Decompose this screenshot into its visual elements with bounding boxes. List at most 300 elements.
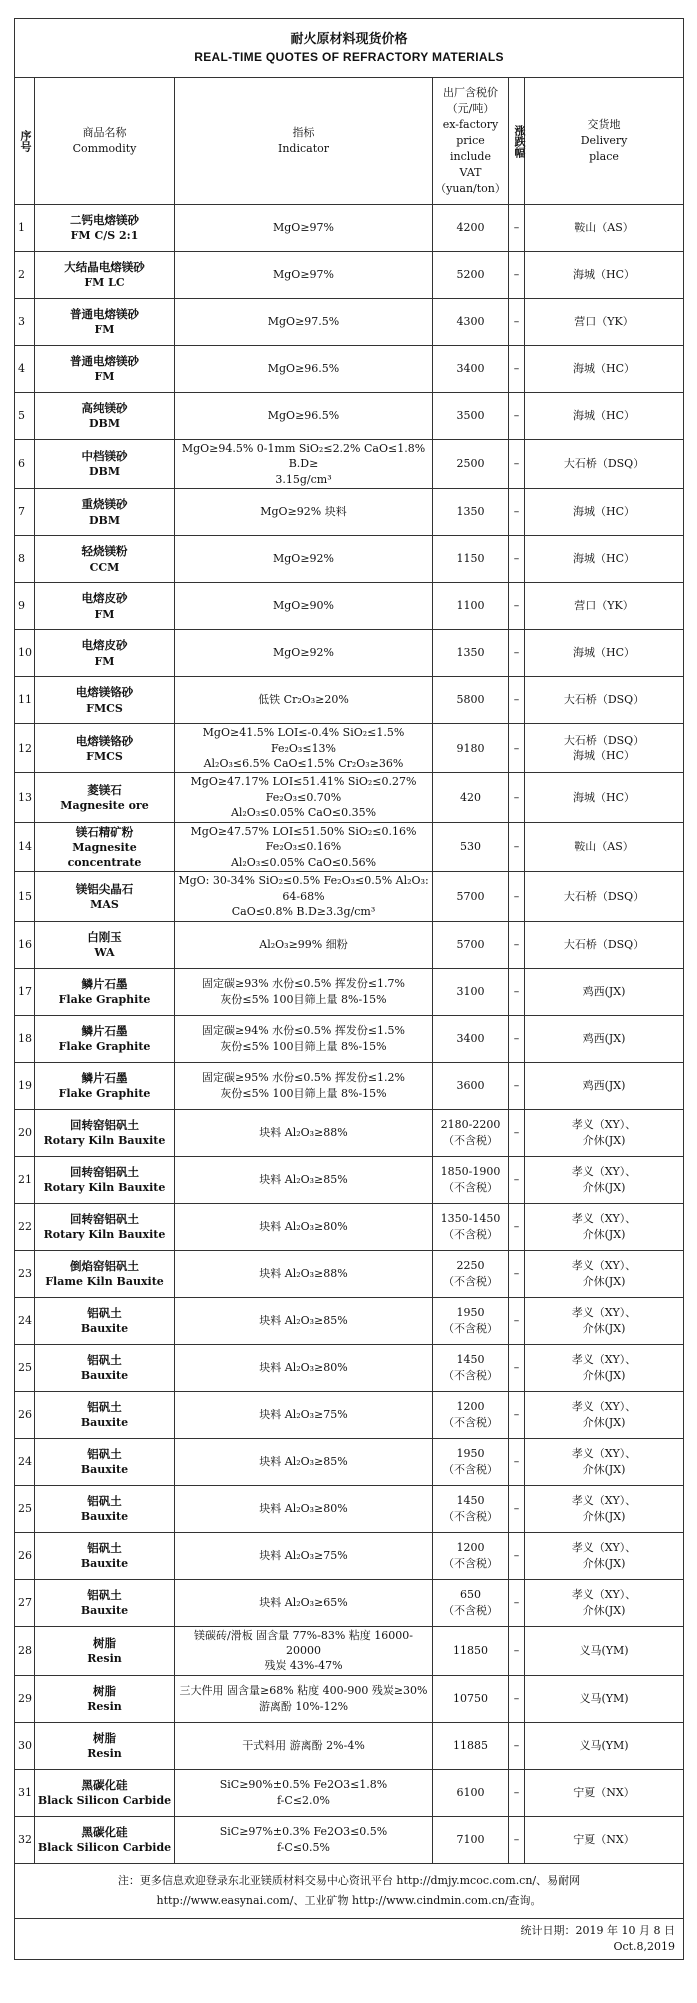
delivery-cell [525,822,684,872]
price-value: 1450 [456,1494,485,1508]
row-number: 18 [15,1015,35,1062]
commodity-name-en: Bauxite [80,1368,129,1382]
indicator-cell [175,1769,433,1816]
price-tax-note: （不含税） [443,1368,498,1382]
commodity-name-cn: 铝矾土 [87,1540,122,1555]
table-row [15,822,684,872]
price-value: 2180-2200 [440,1118,501,1132]
delivery-cell [525,346,684,393]
change-cell: – [509,393,525,440]
indicator-cell [175,1485,433,1532]
commodity-cell [35,773,175,822]
delivery-cell [525,489,684,536]
indicator-line-1: MgO≥47.17% LOI≤51.41% SiO₂≤0.27% Fe₂O₃≤0.70% [190,775,417,804]
price-value: 3400 [456,362,485,376]
commodity-cell [35,677,175,724]
commodity-name-cn: 铝矾土 [87,1352,122,1367]
commodity-name-en: Magnesite concentrate [67,840,142,869]
delivery-cell [525,1062,684,1109]
delivery-place-2: 介休(JX) [582,1133,626,1147]
price-tax-note: （不含税） [443,1556,498,1570]
table-row [15,1391,684,1438]
price-cell [433,872,509,921]
commodity-name-en: Rotary Kiln Bauxite [43,1227,166,1241]
commodity-name-en: Bauxite [80,1556,129,1570]
indicator-line-1: SiC≥97%±0.3% Fe2O3≤0.5% [219,1825,388,1839]
delivery-place-2: 介休(JX) [582,1180,626,1194]
row-number: 26 [15,1391,35,1438]
price-cell [433,299,509,346]
indicator-line-1: 干式料用 游离酚 2%-4% [242,1739,365,1753]
table-row [15,1626,684,1675]
commodity-name-cn: 普通电熔镁砂 [70,354,139,369]
change-cell: – [509,489,525,536]
indicator-cell [175,921,433,968]
price-value: 530 [460,840,481,854]
indicator-cell [175,630,433,677]
indicator-line-1: 镁碳砖/滑板 固含量 77%-83% 粘度 16000-20000 [193,1628,414,1657]
price-value: 5700 [456,937,485,951]
commodity-cell [35,536,175,583]
header-no: 序号 [15,78,35,205]
change-cell: – [509,299,525,346]
date-en: Oct.8,2019 [613,1939,676,1953]
price-cell [433,346,509,393]
commodity-name-cn: 菱镁石 [87,782,122,797]
commodity-name-cn: 铝矾土 [87,1493,122,1508]
delivery-place-1: 孝义（XY）、 [571,1306,637,1320]
row-number: 5 [15,393,35,440]
indicator-cell [175,724,433,773]
delivery-place-1: 海城（HC） [573,505,636,519]
commodity-name-en: Resin [87,1652,122,1665]
table-row [15,872,684,921]
change-cell: – [509,1062,525,1109]
price-cell [433,822,509,872]
commodity-cell [35,968,175,1015]
commodity-name-en: FM C/S 2:1 [70,229,139,243]
row-number: 12 [15,724,35,773]
table-row [15,1675,684,1722]
price-value: 5700 [456,889,485,903]
date-cn: 统计日期：2019 年 10 月 8 日 [520,1923,676,1937]
commodity-cell [35,822,175,872]
change-cell: – [509,1485,525,1532]
row-number: 27 [15,1579,35,1626]
price-cell [433,252,509,299]
delivery-place-1: 海城（HC） [573,362,636,376]
delivery-cell [525,724,684,773]
change-cell: – [509,1297,525,1344]
delivery-place-1: 海城（HC） [573,790,636,804]
delivery-place-2: 介休(JX) [582,1274,626,1288]
indicator-cell [175,872,433,921]
price-cell [433,205,509,252]
commodity-name-cn: 二钙电熔镁砂 [70,213,139,228]
delivery-place-1: 孝义（XY）、 [571,1118,637,1132]
price-cell [433,1250,509,1297]
change-cell: – [509,630,525,677]
delivery-place-1: 义马(YM) [579,1643,629,1657]
commodity-name-en: Bauxite [80,1321,129,1335]
indicator-line-2: 残炭 43%-47% [264,1659,343,1673]
indicator-line-2: Al₂O₃≤6.5% CaO≤1.5% Cr₂O₃≥36% [203,756,404,770]
delivery-place-1: 海城（HC） [573,552,636,566]
price-cell [433,773,509,822]
price-value: 1450 [456,1353,485,1367]
price-value: 3100 [456,984,485,998]
indicator-line-1: MgO≥92% [273,552,334,566]
table-row [15,205,684,252]
commodity-name-en: MAS [90,897,119,911]
change-cell: – [509,346,525,393]
commodity-name-cn: 重烧镁砂 [81,497,128,512]
delivery-place-2: 介休(JX) [582,1462,626,1476]
note-line-1: 注：更多信息欢迎登录东北亚镁质材料交易中心资讯平台 http://dmjy.mcoc.com.cn/、易耐网 [117,1873,581,1887]
commodity-name-en: FM [94,654,115,668]
commodity-cell [35,1816,175,1863]
row-number: 22 [15,1203,35,1250]
delivery-cell [525,1250,684,1297]
indicator-cell [175,1722,433,1769]
commodity-name-en: Bauxite [80,1415,129,1429]
price-cell [433,536,509,583]
indicator-cell [175,1109,433,1156]
delivery-cell [525,1532,684,1579]
indicator-line-1: 块料 Al₂O₃≥75% [259,1407,348,1421]
note-line-2: http://www.easynai.com/、工业矿物 http://www.cindmin.com.cn/查询。 [156,1893,542,1907]
delivery-place-2: 介休(JX) [582,1603,626,1617]
price-cell [433,1297,509,1344]
commodity-name-cn: 电熔皮砂 [81,591,128,606]
price-value: 5200 [456,268,485,282]
commodity-name-cn: 黑碳化硅 [81,1777,128,1792]
price-value: 1100 [456,599,485,613]
change-cell: – [509,677,525,724]
commodity-name-en: FM LC [84,276,125,290]
commodity-cell [35,1579,175,1626]
indicator-line-2: f-C≤2.0% [277,1793,330,1807]
indicator-line-2: 灰份≤5% 100目筛上量 8%-15% [220,1039,387,1053]
commodity-name-cn: 高纯镁砂 [81,401,128,416]
price-table [14,18,684,1960]
commodity-name-en: Flake Graphite [58,992,151,1006]
table-row [15,1250,684,1297]
table-row [15,299,684,346]
table-row [15,346,684,393]
indicator-line-1: MgO≥90% [273,599,334,613]
price-cell [433,1203,509,1250]
indicator-cell [175,1675,433,1722]
price-value: 4200 [456,221,485,235]
delivery-cell [525,1769,684,1816]
price-value: 11885 [453,1739,488,1753]
delivery-place-1: 鞍山（AS） [574,221,634,235]
commodity-name-en: CCM [89,560,120,574]
row-number: 20 [15,1109,35,1156]
row-number: 23 [15,1250,35,1297]
delivery-cell [525,872,684,921]
delivery-place-1: 营口（YK） [574,315,634,329]
change-cell: – [509,1391,525,1438]
indicator-cell [175,822,433,872]
commodity-name-cn: 轻烧镁粉 [81,544,128,559]
delivery-cell [525,630,684,677]
delivery-place-1: 鞍山（AS） [574,840,634,854]
commodity-cell [35,1438,175,1485]
delivery-place-1: 义马(YM) [579,1739,629,1753]
commodity-cell [35,205,175,252]
commodity-name-cn: 白刚玉 [87,929,122,944]
delivery-cell [525,1109,684,1156]
row-number: 13 [15,773,35,822]
delivery-place-1: 宁夏（NX） [573,1833,635,1847]
delivery-place-2: 介休(JX) [582,1415,626,1429]
price-value: 420 [460,790,481,804]
title-row [15,19,684,78]
delivery-cell [525,1203,684,1250]
commodity-name-cn: 镁铝尖晶石 [75,881,134,896]
change-cell: – [509,1769,525,1816]
delivery-place-1: 大石桥（DSQ） [563,457,645,471]
delivery-cell [525,1485,684,1532]
indicator-line-2: Al₂O₃≤0.05% CaO≤0.35% [230,806,377,820]
price-cell [433,1109,509,1156]
indicator-line-1: MgO≥92% 块料 [260,505,347,519]
commodity-name-cn: 回转窑铝矾土 [70,1164,139,1179]
commodity-name-en: Bauxite [80,1509,129,1523]
row-number: 2 [15,252,35,299]
row-number: 32 [15,1816,35,1863]
commodity-cell [35,630,175,677]
commodity-name-cn: 黑碳化硅 [81,1824,128,1839]
delivery-cell [525,1156,684,1203]
price-cell [433,1062,509,1109]
indicator-cell [175,1250,433,1297]
commodity-cell [35,1626,175,1675]
commodity-name-en: Black Silicon Carbide [37,1841,172,1855]
delivery-cell [525,773,684,822]
price-tax-note: （不含税） [443,1180,498,1194]
commodity-cell [35,440,175,489]
table-row [15,1015,684,1062]
commodity-name-cn: 树脂 [93,1730,116,1745]
delivery-place-1: 宁夏（NX） [573,1786,635,1800]
indicator-line-1: 块料 Al₂O₃≥85% [259,1313,348,1327]
header-commodity: 商品名称 Commodity [35,78,175,205]
indicator-line-2: 灰份≤5% 100目筛上量 8%-15% [220,1086,387,1100]
indicator-cell [175,1579,433,1626]
table-row [15,1156,684,1203]
delivery-place-2: 海城（HC） [573,749,636,763]
price-tax-note: （不含税） [443,1227,498,1241]
delivery-place-1: 孝义（XY）、 [571,1588,637,1602]
indicator-line-2: 灰份≤5% 100目筛上量 8%-15% [220,992,387,1006]
change-cell: – [509,252,525,299]
delivery-place-1: 孝义（XY）、 [571,1165,637,1179]
delivery-place-2: 介休(JX) [582,1368,626,1382]
commodity-name-cn: 电熔镁铬砂 [75,733,134,748]
row-number: 15 [15,872,35,921]
commodity-cell [35,1675,175,1722]
table-row [15,1438,684,1485]
indicator-line-2: Al₂O₃≤0.05% CaO≤0.56% [230,855,377,869]
price-cell [433,1769,509,1816]
indicator-line-1: Al₂O₃≥99% 细粉 [259,937,348,951]
commodity-name-cn: 大结晶电熔镁砂 [64,260,145,275]
commodity-name-en: Magnesite ore [60,798,149,812]
commodity-name-cn: 回转窑铝矾土 [70,1117,139,1132]
commodity-name-cn: 树脂 [93,1683,116,1698]
indicator-line-1: 低铁 Cr₂O₃≥20% [258,693,349,707]
price-value: 1150 [456,552,485,566]
row-number: 9 [15,583,35,630]
change-cell: – [509,872,525,921]
indicator-cell [175,1438,433,1485]
commodity-cell [35,1156,175,1203]
price-value: 1350-1450 [440,1212,501,1226]
commodity-name-cn: 铝矾土 [87,1399,122,1414]
row-number: 14 [15,822,35,872]
row-number: 10 [15,630,35,677]
price-value: 6100 [456,1786,485,1800]
delivery-place-1: 孝义（XY）、 [571,1494,637,1508]
commodity-name-en: Black Silicon Carbide [37,1794,172,1808]
delivery-cell [525,1391,684,1438]
indicator-cell [175,1344,433,1391]
delivery-cell [525,393,684,440]
delivery-place-1: 大石桥（DSQ） [563,733,645,747]
price-value: 2500 [456,457,485,471]
delivery-cell [525,968,684,1015]
indicator-cell [175,536,433,583]
delivery-place-1: 鸡西(JX) [582,1031,626,1045]
indicator-cell [175,205,433,252]
indicator-cell [175,252,433,299]
table-row [15,489,684,536]
commodity-name-en: FMCS [86,701,123,715]
price-cell [433,968,509,1015]
commodity-name-en: Flake Graphite [58,1039,151,1053]
commodity-name-en: Bauxite [80,1603,129,1617]
change-cell: – [509,1015,525,1062]
table-row [15,1109,684,1156]
row-number: 8 [15,536,35,583]
change-cell: – [509,1675,525,1722]
indicator-cell [175,1156,433,1203]
indicator-line-1: SiC≥90%±0.5% Fe2O3≤1.8% [219,1778,388,1792]
commodity-name-en: DBM [88,513,120,527]
delivery-place-1: 义马(YM) [579,1692,629,1706]
delivery-place-2: 介休(JX) [582,1556,626,1570]
commodity-name-en: Bauxite [80,1462,129,1476]
change-cell: – [509,968,525,1015]
delivery-place-1: 鸡西(JX) [582,1078,626,1092]
title-cn: 耐火原材料现货价格 [290,32,408,48]
price-cell [433,1485,509,1532]
indicator-line-1: 块料 Al₂O₃≥88% [259,1266,348,1280]
indicator-cell [175,346,433,393]
indicator-cell [175,489,433,536]
indicator-line-2: f-C≤0.5% [277,1840,330,1854]
indicator-line-1: MgO≥96.5% [267,362,340,376]
row-number: 19 [15,1062,35,1109]
row-number: 24 [15,1438,35,1485]
delivery-cell [525,205,684,252]
commodity-cell [35,1485,175,1532]
header-change: 涨跌幅 [509,78,525,205]
price-value: 10750 [453,1692,488,1706]
delivery-cell [525,1722,684,1769]
delivery-place-2: 介休(JX) [582,1321,626,1335]
table-row [15,1532,684,1579]
header-indicator: 指标 Indicator [175,78,433,205]
row-number: 21 [15,1156,35,1203]
price-value: 3400 [456,1031,485,1045]
commodity-name-en: Flame Kiln Bauxite [45,1274,164,1288]
commodity-cell [35,1532,175,1579]
commodity-name-cn: 铝矾土 [87,1587,122,1602]
price-cell [433,1722,509,1769]
commodity-cell [35,1297,175,1344]
price-value: 1350 [456,505,485,519]
delivery-cell [525,1438,684,1485]
commodity-name-en: FM [94,607,115,621]
price-cell [433,583,509,630]
indicator-line-1: MgO: 30-34% SiO₂≤0.5% Fe₂O₃≤0.5% Al₂O₃: 64-68% [178,874,429,903]
delivery-cell [525,536,684,583]
delivery-cell [525,252,684,299]
commodity-cell [35,1109,175,1156]
delivery-place-1: 大石桥（DSQ） [563,693,645,707]
table-row [15,1203,684,1250]
indicator-line-1: 块料 Al₂O₃≥85% [259,1454,348,1468]
commodity-cell [35,1203,175,1250]
table-row [15,921,684,968]
commodity-cell [35,724,175,773]
price-value: 5800 [456,693,485,707]
indicator-cell [175,1062,433,1109]
change-cell: – [509,1626,525,1675]
commodity-name-en: DBM [88,417,120,431]
change-cell: – [509,921,525,968]
price-cell [433,1532,509,1579]
indicator-line-1: 块料 Al₂O₃≥80% [259,1219,348,1233]
commodity-name-en: WA [94,945,115,959]
change-cell: – [509,724,525,773]
table-row [15,630,684,677]
change-cell: – [509,1250,525,1297]
commodity-cell [35,299,175,346]
price-value: 3600 [456,1078,485,1092]
indicator-cell [175,393,433,440]
commodity-name-cn: 电熔皮砂 [81,638,128,653]
table-row [15,252,684,299]
price-value: 1950 [456,1447,485,1461]
indicator-cell [175,1297,433,1344]
table-row [15,968,684,1015]
indicator-line-1: 固定碳≥95% 水份≤0.5% 挥发份≤1.2% [202,1071,405,1085]
indicator-line-1: MgO≥96.5% [267,409,340,423]
price-cell [433,1579,509,1626]
date-row [15,1918,684,1959]
delivery-cell [525,921,684,968]
row-number: 3 [15,299,35,346]
commodity-cell [35,583,175,630]
commodity-name-en: Resin [87,1747,122,1761]
delivery-cell [525,1015,684,1062]
price-cell [433,724,509,773]
